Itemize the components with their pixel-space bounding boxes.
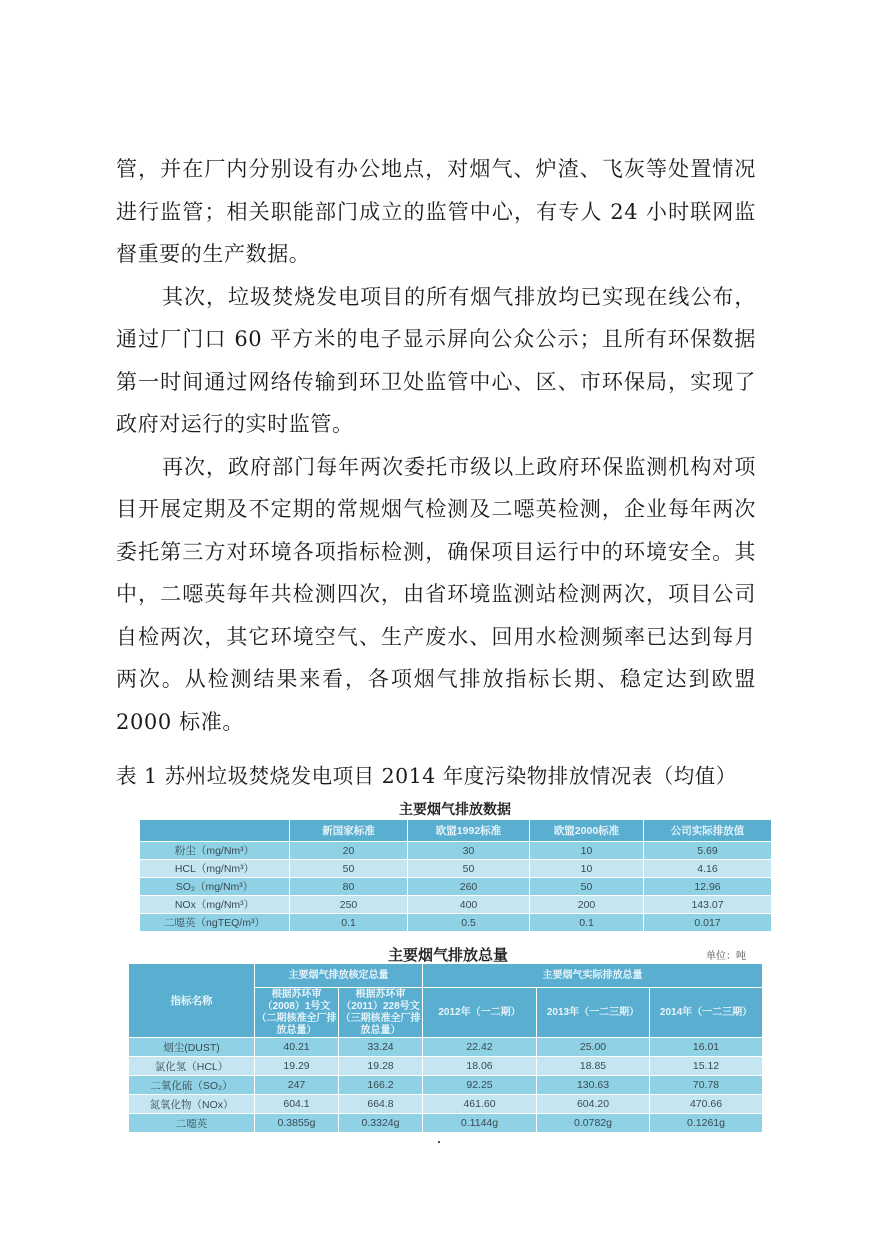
table-row	[129, 1057, 763, 1076]
table-cell: 15.12	[650, 1057, 763, 1076]
table2-row-header: 指标名称	[129, 964, 255, 1038]
table-cell: 166.2	[339, 1076, 423, 1095]
table1-header-cell: 新国家标准	[290, 820, 408, 842]
paragraph-monitoring: 再次，政府部门每年两次委托市级以上政府环保监测机构对项目开展定期及不定期的常规烟气检测及二噁英检测，企业每年两次委托第三方对环境各项指标检测，确保项目运行中的环境安全。其中，二噁英每年共检测四次，由省环境监测站检测两次，项目公司自检两次，其它环境空气、生产废水、回用水检测频率已达到每月两次。从检测结果来看，各项烟气排放指标长期、稳定达到欧盟 2000 标准。	[116, 454, 756, 734]
table-cell: 70.78	[650, 1076, 763, 1095]
table-cell: 18.85	[537, 1057, 650, 1076]
table-row	[129, 1076, 763, 1095]
table-cell: 12.96	[644, 878, 772, 896]
table-row	[129, 1095, 763, 1114]
table1-title: 主要烟气排放数据	[399, 802, 511, 818]
table-cell: 260	[408, 878, 530, 896]
table1-header-cell: 欧盟1992标准	[408, 820, 530, 842]
table1-header-cell: 公司实际排放值	[644, 820, 772, 842]
table-cell: 0.3855g	[255, 1114, 339, 1133]
table-cell: 40.21	[255, 1038, 339, 1057]
table-cell: 0.1	[290, 914, 408, 932]
table2-group-header: 主要烟气排放核定总量	[255, 964, 423, 988]
paragraph-online-disclosure: 其次，垃圾焚烧发电项目的所有烟气排放均已实现在线公布，通过厂门口 60 平方米的电子显示屏向公众公示；且所有环保数据第一时间通过网络传输到环卫处监管中心、区、市环保局，实现了政府对运行的实时监管。	[116, 284, 756, 436]
row-label: 氯化氢（HCL）	[129, 1057, 255, 1076]
table2-group-header-row	[129, 964, 763, 988]
table-row	[140, 878, 772, 896]
table-cell: 143.07	[644, 896, 772, 914]
table-row	[140, 842, 772, 860]
table-cell: 22.42	[423, 1038, 537, 1057]
table-cell: 50	[290, 860, 408, 878]
table-cell: 604.1	[255, 1095, 339, 1114]
page-mark	[438, 1141, 440, 1143]
table-cell: 20	[290, 842, 408, 860]
table-cell: 10	[530, 860, 644, 878]
table2-sub-header: 2012年（一二期）	[423, 988, 537, 1038]
table2-group-header: 主要烟气实际排放总量	[423, 964, 763, 988]
table-cell: 200	[530, 896, 644, 914]
table-cell: 0.0782g	[537, 1114, 650, 1133]
table-cell: 250	[290, 896, 408, 914]
table-cell: 19.29	[255, 1057, 339, 1076]
row-label: SO₂（mg/Nm³）	[140, 878, 290, 896]
body-text	[116, 148, 756, 743]
table2-sub-header: 2014年（一二三期）	[650, 988, 763, 1038]
table2-sub-header: 2013年（一二三期）	[537, 988, 650, 1038]
table-cell: 604.20	[537, 1095, 650, 1114]
row-label: 烟尘(DUST)	[129, 1038, 255, 1057]
table-cell: 470.66	[650, 1095, 763, 1114]
table2-sub-header: 根据苏环审（2008）1号文（二期核准全厂排放总量）	[256, 988, 337, 1036]
table2-unit: 单位：吨	[706, 951, 746, 962]
table-cell: 18.06	[423, 1057, 537, 1076]
table-cell: 4.16	[644, 860, 772, 878]
table-row	[140, 914, 772, 932]
table-cell: 0.1	[530, 914, 644, 932]
table-cell: 0.5	[408, 914, 530, 932]
table2-sub-header: 根据苏环审（2011）228号文（三期核准全厂排放总量）	[340, 988, 421, 1036]
table-cell: 0.017	[644, 914, 772, 932]
row-label: 二氧化硫（SO₂）	[129, 1076, 255, 1095]
row-label: 二噁英（ngTEQ/m³）	[140, 914, 290, 932]
row-label: 氮氧化物（NOx）	[129, 1095, 255, 1114]
paragraph-supervision: 管，并在厂内分别设有办公地点，对烟气、炉渣、飞灰等处置情况进行监管；相关职能部门成立的监管中心，有专人 24 小时联网监督重要的生产数据。	[116, 157, 756, 266]
table-row	[140, 860, 772, 878]
table2-title: 主要烟气排放总量	[387, 946, 508, 964]
table1-header-cell	[140, 820, 290, 842]
table-cell: 25.00	[537, 1038, 650, 1057]
table1-header-cell: 欧盟2000标准	[530, 820, 644, 842]
table-cell: 0.3324g	[339, 1114, 423, 1133]
table-cell: 33.24	[339, 1038, 423, 1057]
row-label: NOx（mg/Nm³）	[140, 896, 290, 914]
table-cell: 50	[408, 860, 530, 878]
row-label: HCL（mg/Nm³）	[140, 860, 290, 878]
emission-total-table	[128, 963, 763, 1133]
table-row	[140, 896, 772, 914]
table-caption: 表 1 苏州垃圾焚烧发电项目 2014 年度污染物排放情况表（均值）	[116, 764, 737, 788]
table-cell: 247	[255, 1076, 339, 1095]
table-cell: 19.28	[339, 1057, 423, 1076]
row-label: 二噁英	[129, 1114, 255, 1133]
table-cell: 0.1144g	[423, 1114, 537, 1133]
emission-data-table	[139, 819, 772, 932]
table-cell: 50	[530, 878, 644, 896]
table-cell: 461.60	[423, 1095, 537, 1114]
table-cell: 130.63	[537, 1076, 650, 1095]
table-cell: 30	[408, 842, 530, 860]
table-cell: 92.25	[423, 1076, 537, 1095]
table1-header-row	[140, 820, 772, 842]
row-label: 粉尘（mg/Nm³）	[140, 842, 290, 860]
table-cell: 5.69	[644, 842, 772, 860]
table-row	[129, 1114, 763, 1133]
table-cell: 80	[290, 878, 408, 896]
table-cell: 16.01	[650, 1038, 763, 1057]
table-cell: 0.1261g	[650, 1114, 763, 1133]
table-cell: 10	[530, 842, 644, 860]
table-cell: 664.8	[339, 1095, 423, 1114]
table-cell: 400	[408, 896, 530, 914]
table-row	[129, 1038, 763, 1057]
